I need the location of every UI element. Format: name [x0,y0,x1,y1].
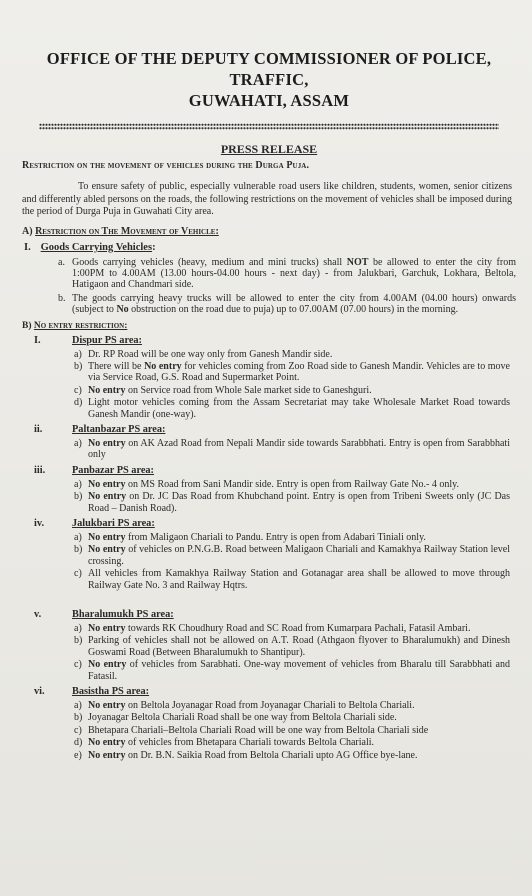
police-station-list [22,335,516,762]
item-text [88,438,510,461]
police-station-heading [22,465,516,476]
item-text [88,750,510,761]
item-text-bold: No entry [88,478,126,490]
goods-num: I. [24,241,31,253]
section-b-heading [22,321,516,331]
item-text-plain: be allowed to enter the city from 1:00PM to 4.00AM (13.00 hours-04.00 hours - next day) - from Jalukbari, Garchuk, Lokhara, Beltola, Hatigaon and Chandmari side. [72,256,516,291]
police-station-num: ii. [34,423,43,435]
restriction-item [74,491,510,514]
goods-title: Goods Carrying Vehicles [40,241,153,253]
item-text [88,491,510,514]
item-text-bold: No entry [88,437,126,449]
restriction-item [74,712,510,723]
office-heading [22,48,516,111]
police-station-items [74,623,516,682]
item-text-plain: on Service road from Whole Sale market side to Ganeshguri. [125,384,372,396]
section-b-letter: B) [22,320,32,331]
restriction-item [74,623,510,634]
item-text-bold: No entry [88,623,126,635]
item-label: a) [74,623,82,635]
item-text [88,659,510,682]
restriction-item [74,750,510,761]
item-text-plain: obstruction on the road due to puja) up to 07.00AM (07.00 hours) in the morning. [128,304,459,316]
restriction-item [74,479,510,490]
police-station-name: Jalukbari PS area: [72,518,155,529]
item-text-bold: No entry [88,544,126,556]
restriction-item [58,293,516,316]
item-text [88,361,510,384]
item-text-plain: from Maligaon Chariali to Pandu. Entry is open from Adabari Tiniali only. [125,532,426,543]
police-station-name: Dispur PS area: [72,334,142,346]
item-text-bold: NOT [346,256,369,268]
restriction-item [74,635,510,658]
office-line-2: GUWAHATI, ASSAM [188,91,350,110]
restriction-item [74,544,510,567]
police-station-name: Panbazar PS area: [72,464,154,476]
restriction-item [74,737,510,748]
item-text [88,635,510,658]
police-station-items [74,479,516,514]
item-label: c) [74,384,82,396]
press-release-title: PRESS RELEASE [220,142,318,156]
item-label: a. [58,256,65,268]
item-label: b. [58,292,66,304]
item-text [88,349,510,360]
item-text-bold: No entry [88,532,126,543]
item-label: b) [74,360,83,372]
item-text-bold: No entry [88,491,127,503]
item-text-plain: of vehicles on P.N.G.B. Road between Maligaon Chariali and Kamakhya Railway Station level crossing. [88,544,510,567]
item-text-bold: No entry [88,749,126,761]
item-text [88,385,510,396]
restriction-item [74,349,510,360]
section-a-letter: A) [22,225,33,237]
item-text [88,544,510,567]
item-text [88,532,510,543]
item-text-plain: Joyanagar Beltola Chariali Road shall be one way from Beltola Chariali side. [88,712,397,724]
restriction-item [74,385,510,396]
item-text [72,293,516,316]
item-text-bold: No entry [88,384,126,396]
item-label: d) [74,737,83,749]
item-label: d) [74,397,83,409]
item-label: b) [74,635,83,647]
restriction-title: Restriction on the movement of vehicles during the Durga Puja. [22,160,310,171]
item-text-bold: No entry [88,737,126,749]
item-text-plain: towards RK Choudhury Road and SC Road from Kumarpara Pachali, Fatasil Ambari. [125,623,471,635]
police-station-heading [22,424,516,435]
item-text [88,700,510,711]
item-text-plain: Bhetapara Chariali–Beltola Chariali Road will be one way from Beltola Chariali side [88,724,429,736]
item-text-plain: on MS Road from Sani Mandir side. Entry is open from Railway Gate No.- 4 only. [125,478,459,490]
item-text [88,623,510,634]
restriction-item [74,659,510,682]
item-text [88,397,510,420]
item-text-plain: on Dr. B.N. Saikia Road from Beltola Chariali upto AG Office bye-lane. [125,749,418,761]
item-text-bold: No entry [88,659,127,671]
police-station-heading [22,518,516,529]
item-text-plain: of vehicles from Bhetapara Chariali towards Beltola Chariali. [125,737,375,749]
police-station-name: Basistha PS area: [72,686,150,698]
item-label: a) [74,348,82,360]
item-label: c) [74,724,82,736]
item-text-plain: There will be [88,360,145,372]
item-label: c) [74,659,82,671]
item-label: b) [74,544,83,556]
restriction-item [58,257,516,291]
item-text-bold: No entry [144,360,182,372]
restriction-item [74,361,510,384]
goods-items [58,257,516,316]
restriction-item [74,438,510,461]
item-text-bold: No entry [88,700,126,712]
police-station-num: I. [34,334,41,346]
item-text-plain: Light motor vehicles coming from the Assam Secretariat may take Wholesale Market Road towards Ganesh Mandir (one-way). [88,397,510,420]
item-text [88,725,510,736]
item-text-plain: The goods carrying heavy trucks will be allowed to enter the city from 4.00AM (04.00 hours) onwards (subject to [72,292,516,316]
item-text-plain: All vehicles from Kamakhya Railway Station and Gotanagar area shall be allowed to move through Railway Gate No. 3 and Railway Hqtrs. [88,568,510,591]
police-station-heading [22,686,516,697]
item-text-plain: Goods carrying vehicles (heavy, medium and mini trucks) shall [72,256,347,268]
section-a-title: Restriction on The Movement of Vehicle: [35,225,219,237]
item-text [88,568,510,591]
police-station-name: Paltanbazar PS area: [72,423,166,435]
police-station-num: iii. [34,464,46,476]
item-text-plain: for vehicles coming from Zoo Road side to Ganesh Mandir. Vehicles are to move via Service Road, G.S. Road and Supermarket Point. [88,360,510,384]
item-text [88,479,510,490]
item-label: a) [74,437,82,449]
police-station-heading [22,335,516,346]
item-text [88,712,510,723]
police-station-items [74,349,516,420]
item-label: c) [74,568,82,580]
item-text [72,257,516,291]
item-label: a) [74,700,82,712]
restriction-item [74,397,510,420]
police-station-num: iv. [34,518,45,529]
restriction-item [74,568,510,591]
item-text-plain: Dr. RP Road will be one way only from Ganesh Mandir side. [88,348,333,360]
office-line-1: OFFICE OF THE DEPUTY COMMISSIONER OF POLICE, TRAFFIC, [46,49,492,89]
goods-colon: : [152,241,156,253]
restriction-item [74,725,510,736]
item-text-plain: Parking of vehicles shall not be allowed on A.T. Road (Athgaon flyover to Bharalumukh) and Dinesh Goswami Road (Between Bharalumukh to Shantipur). [88,635,510,658]
item-label: b) [74,712,83,724]
intro-paragraph: To ensure safety of public, especially vulnerable road users like children, students, women, senior citizens and differently abled persons on the roads, the following restrictions on the movement of vehicles shall be imposed during the period of Durga Puja in Guwahati City area. [22,181,512,217]
restriction-item [74,532,510,543]
item-text-plain: of vehicles from Sarabhati. One-way movement of vehicles from Bharalu till Sarabbhati and Fatasil. [88,659,510,682]
item-label: a) [74,532,82,543]
police-station-num: vi. [34,686,45,698]
item-text-plain: on Beltola Joyanagar Road from Joyanagar Chariali to Beltola Chariali. [125,700,415,712]
police-station-items [74,532,516,591]
dotted-divider [39,123,499,130]
police-station-name: Bharalumukh PS area: [72,609,174,621]
police-station-num: v. [34,609,42,621]
police-station-items [74,438,516,461]
item-label: a) [74,478,82,490]
item-text-plain: on AK Azad Road from Nepali Mandir side towards Sarabbhati. Entry is open from Sarabbhati only [88,437,510,461]
police-station-heading [22,609,516,620]
item-text-plain: on Dr. JC Das Road from Khubchand point. Entry is open from Tribeni Sweets only (JC Das Road – Danish Road). [88,491,510,514]
item-label: e) [74,749,82,761]
section-b-title: No entry restriction: [33,320,128,331]
goods-heading [22,242,516,253]
item-label: b) [74,491,83,503]
item-text [88,737,510,748]
police-station-items [74,700,516,761]
section-a-heading [22,226,516,237]
restriction-item [74,700,510,711]
section-gap [22,591,516,605]
item-text-bold: No [116,304,129,316]
